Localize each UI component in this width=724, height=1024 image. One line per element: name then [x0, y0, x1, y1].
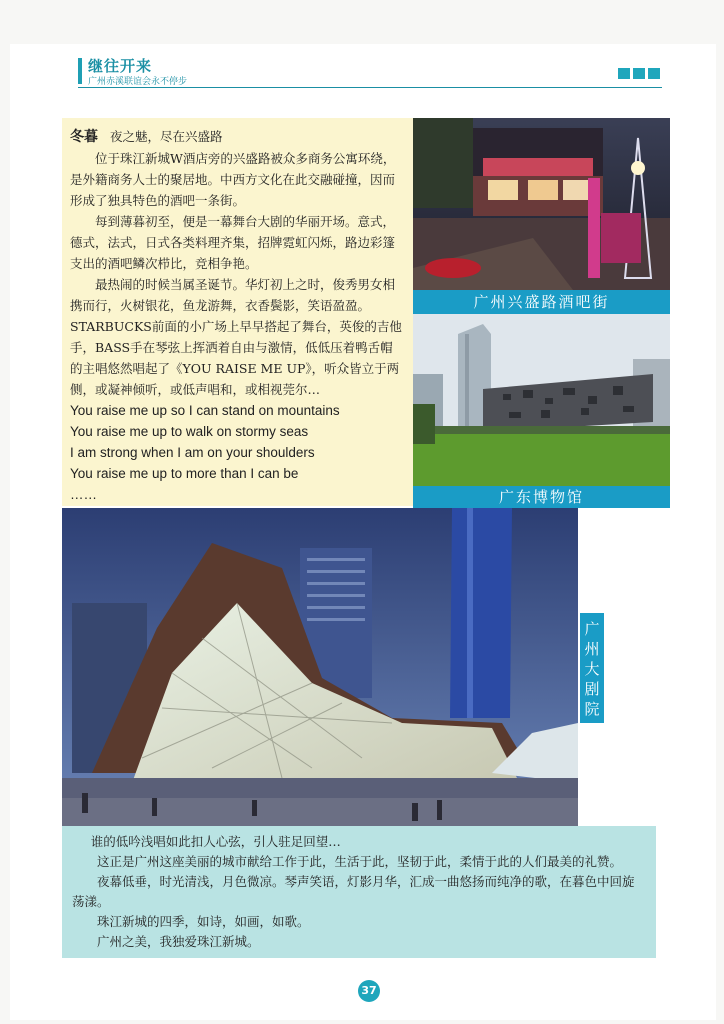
paragraph: 每到薄暮初至，便是一幕舞台大剧的华丽开场。意式，德式，法式，日式各类料理齐集，招牌霓虹闪烁，路边彩篷支出的酒吧鳞次栉比，竞相争艳。	[70, 214, 396, 271]
header-title: 继往开来	[88, 57, 153, 75]
opera-house-caption	[580, 613, 604, 723]
bar-street-photo	[413, 118, 670, 290]
caption-char: 广	[584, 620, 600, 638]
museum-photo	[413, 314, 670, 486]
paragraph: 珠江新城的四季，如诗，如画，如歌。	[97, 914, 310, 929]
lyric-line: I am strong when I am on your shoulders	[70, 445, 315, 460]
header-subtitle: 广州赤溪联谊会永不停步	[88, 77, 188, 87]
paragraph: 谁的低吟浅唱如此扣人心弦，引人驻足回望…	[90, 834, 341, 849]
lyric-ellipsis: ……	[70, 487, 97, 502]
header-accent-bar	[78, 58, 82, 84]
lyric-line: You raise me up so I can stand on mountains	[70, 403, 340, 418]
caption-char: 剧	[584, 680, 600, 698]
season-label: 冬暮	[70, 129, 98, 145]
page-number: 37	[358, 980, 380, 1002]
paragraph: 广州之美，我独爱珠江新城。	[97, 934, 260, 949]
paragraph: 夜幕低垂，时光清浅，月色微凉。琴声笑语，灯影月华，汇成一曲悠扬而纯净的歌，在暮色中回旋荡漾。	[72, 874, 635, 909]
header-square-icon	[618, 68, 630, 79]
caption-char: 大	[584, 660, 600, 678]
lyric-line: You raise me up to more than I can be	[70, 466, 299, 481]
bar-street-caption: 广州兴盛路酒吧街	[413, 290, 670, 314]
lyric-line: You raise me up to walk on stormy seas	[70, 424, 309, 439]
caption-char: 州	[584, 640, 600, 658]
closing-text-box	[62, 826, 656, 958]
opera-house-photo	[62, 508, 578, 826]
paragraph: 最热闹的时候当属圣诞节。华灯初上之时，俊秀男女相携而行，火树银花，鱼龙游舞，衣香鬓影，笑语盈盈。STARBUCKS前面的小广场上早早搭起了舞台，英俊的吉他手，BASS手在琴弦上挥洒着自由与激情，低低压着鸭舌帽的主唱悠然唱起了《YOU RAISE ME UP》，听众皆立于两侧，或凝神倾听，或低声唱和，或相视莞尔…	[70, 277, 402, 397]
paragraph: 位于珠江新城W酒店旁的兴盛路被众多商务公寓环绕，是外籍商务人士的聚居地。中西方文化在此交融碰撞，因而形成了独具特色的酒吧一条街。	[70, 151, 396, 208]
paragraph: 这正是广州这座美丽的城市献给工作于此，生活于此，坚韧于此，柔情于此的人们最美的礼赞。	[97, 854, 623, 869]
caption-char: 院	[584, 700, 600, 718]
header-square-icon	[648, 68, 660, 79]
header-square-icon	[633, 68, 645, 79]
winter-text-box	[62, 118, 413, 506]
header-divider	[78, 87, 662, 88]
museum-caption: 广东博物馆	[413, 486, 670, 508]
section-heading: 夜之魅，尽在兴盛路	[110, 129, 223, 144]
